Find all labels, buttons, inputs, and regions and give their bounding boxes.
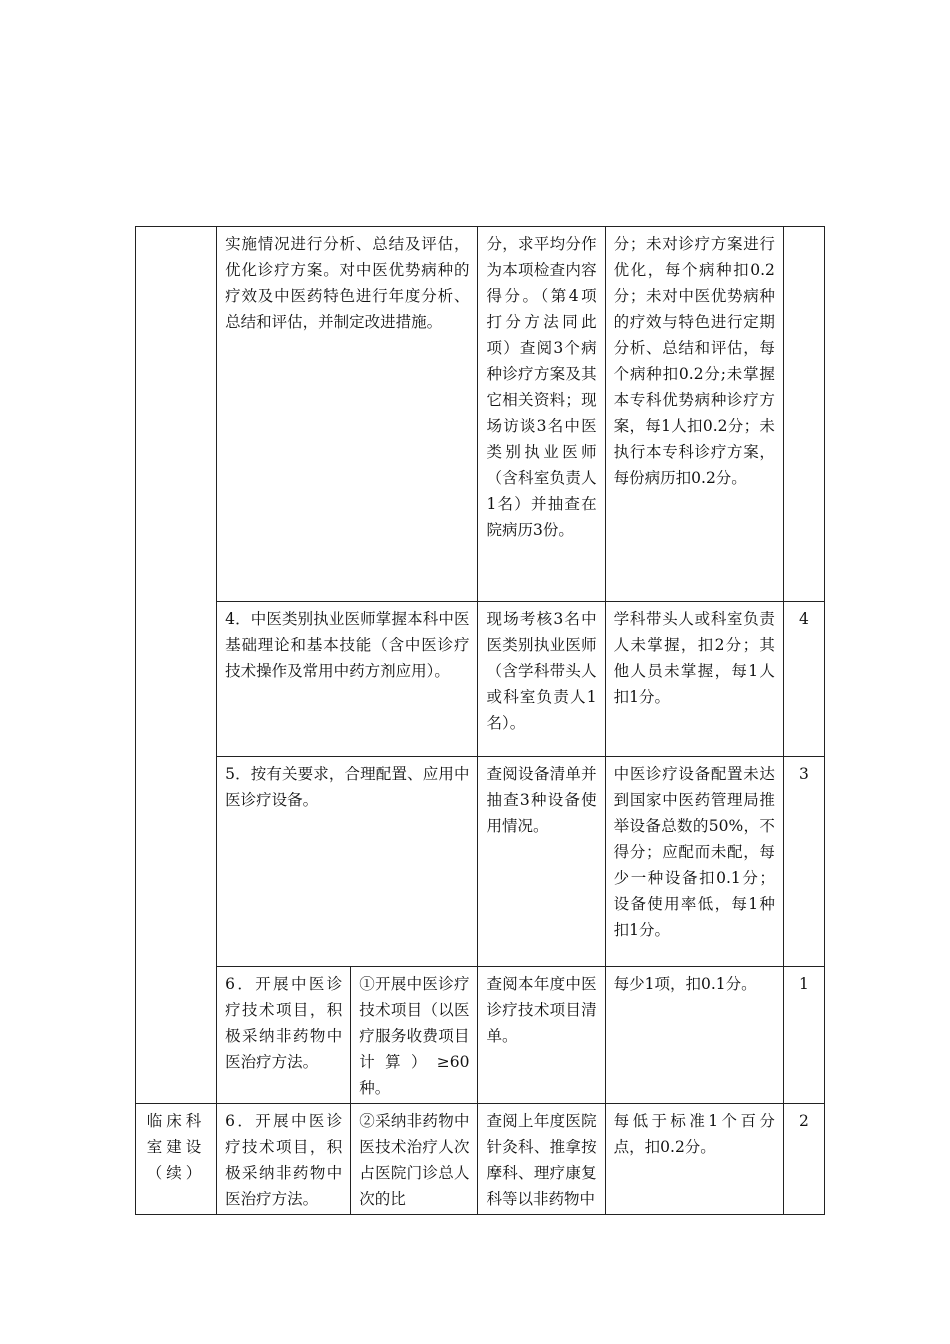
standard-cell: 实施情况进行分析、总结及评估，优化诊疗方案。对中医优势病种的疗效及中医药特色进行年度分析、总结和评估，并制定改进措施。 xyxy=(217,227,478,602)
standard-cell: 4．中医类别执业医师掌握本科中医基础理论和基本技能（含中医诊疗技术操作及常用中药方剂应用）。 xyxy=(217,602,478,757)
category-cell xyxy=(136,1104,217,1215)
rule-cell: 学科带头人或科室负责人未掌握，扣2分；其他人员未掌握，每1人扣1分。 xyxy=(605,602,783,757)
method-cell: 查阅本年度中医诊疗技术项目清单。 xyxy=(478,967,605,1104)
score-cell: 2 xyxy=(783,1104,824,1215)
method-cell: 查阅上年度医院针灸科、推拿按摩科、理疗康复科等以非药物中 xyxy=(478,1104,605,1215)
standard-cell: 6．开展中医诊疗技术项目，积极采纳非药物中医治疗方法。 xyxy=(217,967,351,1104)
sub-standard-cell: ②采纳非药物中医技术治疗人次占医院门诊总人次的比 xyxy=(351,1104,478,1215)
score-cell xyxy=(783,227,824,602)
standard-cell: 5．按有关要求，合理配置、应用中医诊疗设备。 xyxy=(217,757,478,967)
method-cell: 现场考核3名中医类别执业医师（含学科带头人或科室负责人1名）。 xyxy=(478,602,605,757)
table-row xyxy=(136,757,825,967)
rule-cell: 每低于标准1个百分点，扣0.2分。 xyxy=(605,1104,783,1215)
table-row xyxy=(136,227,825,602)
rule-cell: 中医诊疗设备配置未达到国家中医药管理局推举设备总数的50%，不得分；应配而未配，每少一种设备扣0.1分；设备使用率低，每1种扣1分。 xyxy=(605,757,783,967)
score-cell: 4 xyxy=(783,602,824,757)
table-row xyxy=(136,602,825,757)
table-row xyxy=(136,967,825,1104)
rule-cell: 分；未对诊疗方案进行优化，每个病种扣0.2分；未对中医优势病种的疗效与特色进行定期分析、总结和评估，每个病种扣0.2分;未掌握本专科优势病种诊疗方案，每1人扣0.2分；未执行本专科诊疗方案，每份病历扣0.2分。 xyxy=(605,227,783,602)
table-row xyxy=(136,1104,825,1215)
rule-cell: 每少1项，扣0.1分。 xyxy=(605,967,783,1104)
assessment-table xyxy=(135,226,825,1215)
sub-standard-cell: ①开展中医诊疗技术项目（以医疗服务收费项目计算）≥60种。 xyxy=(351,967,478,1104)
standard-cell: 6．开展中医诊疗技术项目，积极采纳非药物中医治疗方法。 xyxy=(217,1104,351,1215)
score-cell: 1 xyxy=(783,967,824,1104)
score-cell: 3 xyxy=(783,757,824,967)
method-cell: 查阅设备清单并抽查3种设备使用情况。 xyxy=(478,757,605,967)
method-cell: 分，求平均分作为本项检查内容得分。（第4项打分方法同此项）查阅3个病种诊疗方案及其它相关资料；现场访谈3名中医类别执业医师（含科室负责人1名）并抽查在院病历3份。 xyxy=(478,227,605,602)
category-label: 临床科室建设（续） xyxy=(146,1112,206,1182)
category-cell xyxy=(136,227,217,1104)
